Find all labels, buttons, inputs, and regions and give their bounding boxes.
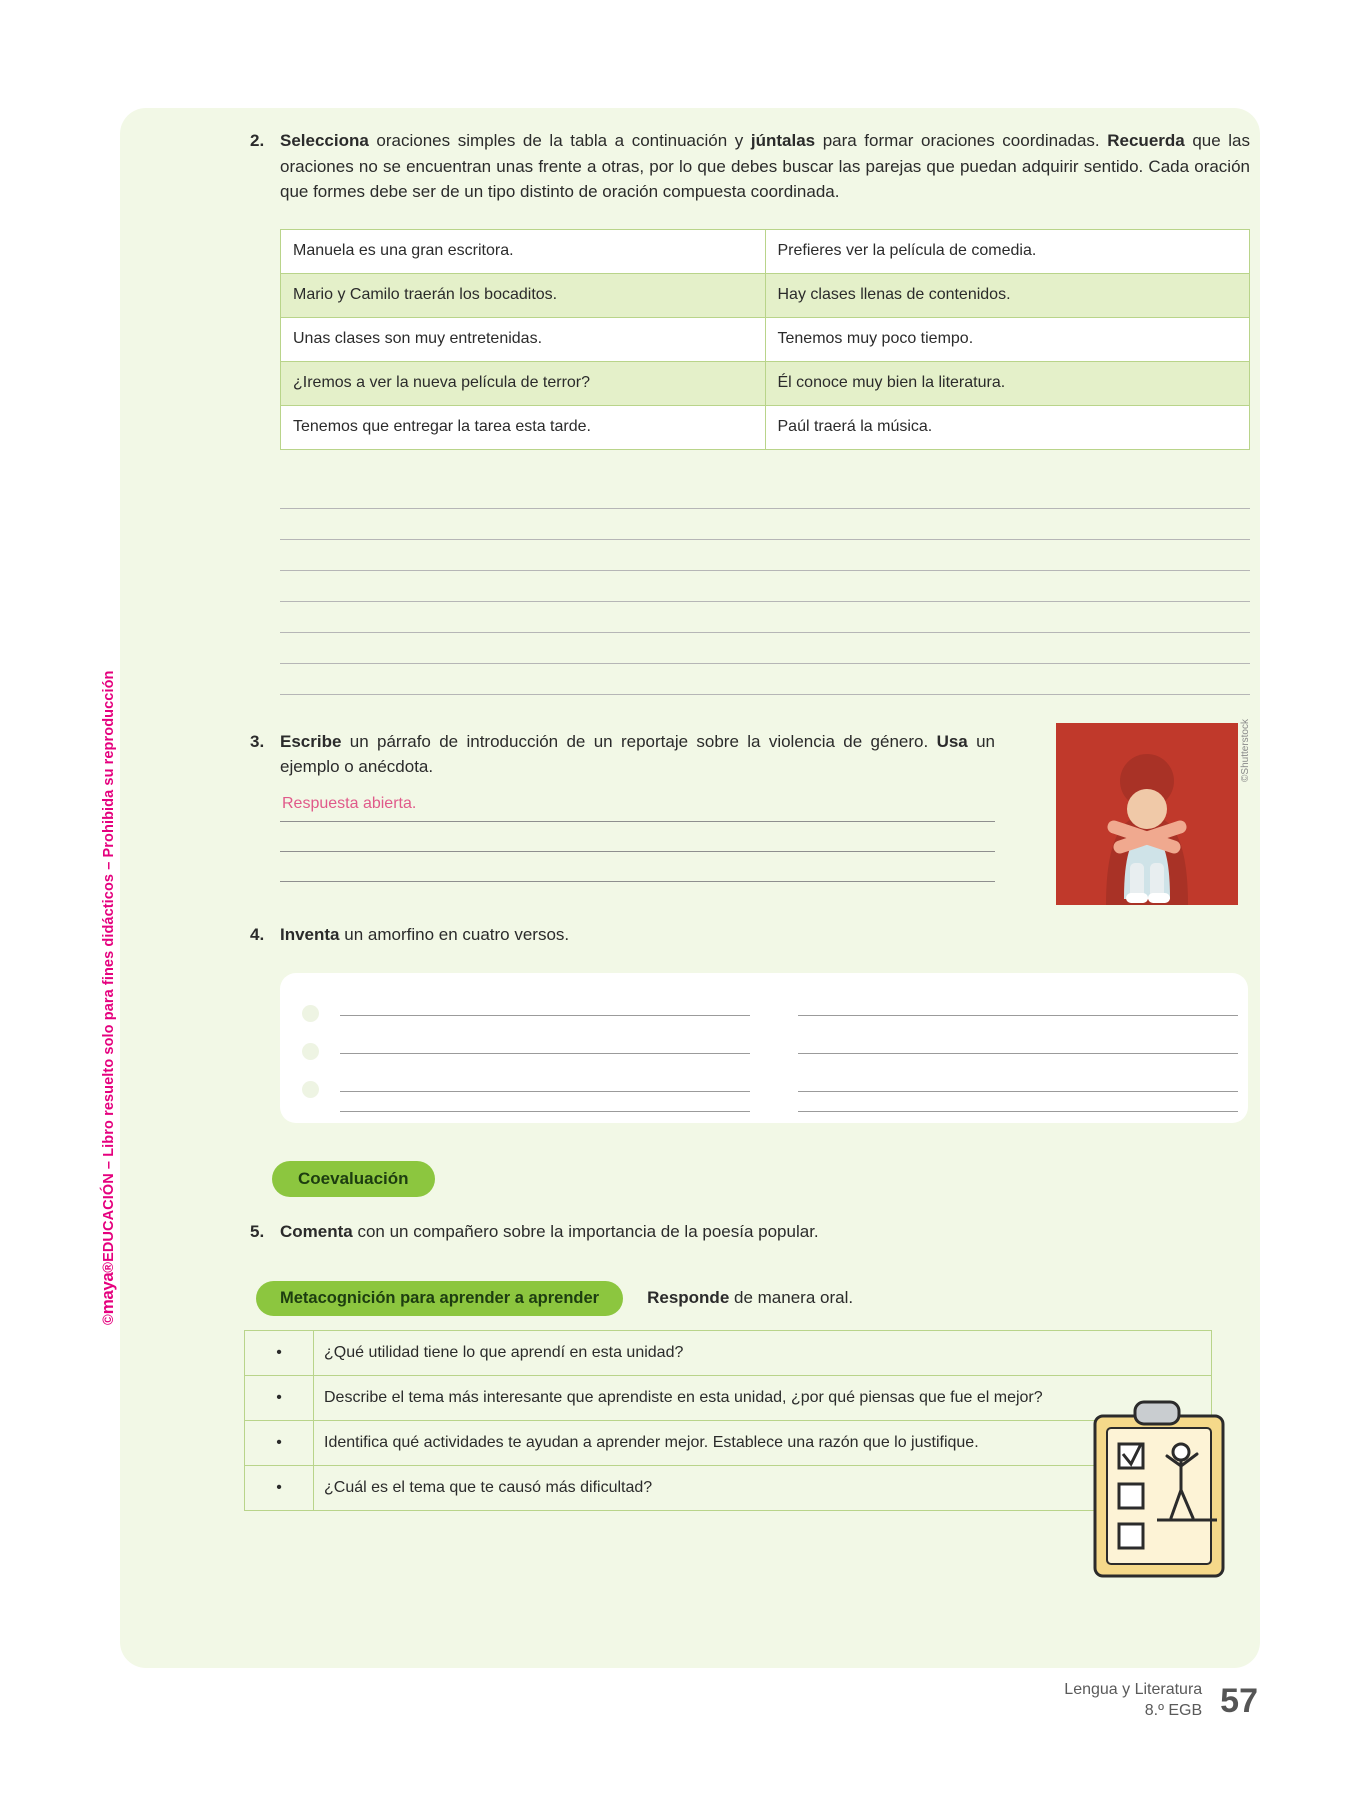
- table-cell-right: Prefieres ver la película de comedia.: [765, 229, 1250, 273]
- clipboard-illustration: [1077, 1394, 1252, 1594]
- answer-line[interactable]: [280, 852, 995, 882]
- exercise-3: [250, 718, 1251, 882]
- brand-maya: maya: [98, 1272, 117, 1315]
- bullet-icon: •: [245, 1330, 314, 1375]
- ex5-text-1: con un compañero sobre la importancia de la poesía popular.: [352, 1222, 819, 1241]
- meta-bold-1: Responde: [647, 1288, 730, 1307]
- answer-line[interactable]: [280, 822, 995, 852]
- answer-line[interactable]: [280, 633, 1250, 664]
- violence-awareness-photo: [1056, 718, 1251, 905]
- registered-symbol: ®: [101, 1261, 117, 1273]
- table-cell-left: Unas clases son muy entretenidas.: [281, 317, 766, 361]
- ex2-text-1: oraciones simples de la tabla a continuación y: [368, 131, 751, 150]
- ex2-text-2: para formar oraciones coordinadas.: [815, 131, 1108, 150]
- exercise-3-answer-lines[interactable]: [280, 792, 995, 882]
- table-cell-right: Él conoce muy bien la literatura.: [765, 361, 1250, 405]
- list-item: [245, 1420, 1212, 1465]
- answer-line[interactable]: [280, 509, 1250, 540]
- answer-line[interactable]: [280, 478, 1250, 509]
- exercise-2-number: 2.: [250, 131, 265, 150]
- table-row: [281, 405, 1250, 449]
- verse-line[interactable]: [798, 1015, 1238, 1016]
- table-cell-left: ¿Iremos a ver la nueva película de terror?: [281, 361, 766, 405]
- metacognicion-header: [256, 1281, 1250, 1316]
- ex3-bold-2: Usa: [936, 731, 968, 751]
- exercise-4: [250, 922, 1250, 948]
- photo-illustration: [1056, 723, 1238, 905]
- exercise-5-instruction: [280, 1219, 1250, 1245]
- table-row: [281, 317, 1250, 361]
- ex4-bold-1: Inventa: [280, 924, 340, 944]
- verse-line[interactable]: [798, 1111, 1238, 1112]
- verse-bullet-icon: [302, 1081, 319, 1098]
- exercise-5: [250, 1219, 1250, 1245]
- verse-line[interactable]: [340, 1091, 750, 1092]
- footer-subject-block: [1064, 1680, 1202, 1722]
- ex3-text-1: un párrafo de introducción de un reportaje sobre la violencia de género.: [341, 731, 937, 751]
- exercise-2: [250, 128, 1250, 205]
- exercise-3-instruction: [280, 729, 995, 780]
- ex2-text-3: que las oraciones no se encuentran unas frente a otras, por lo que debes buscar las parejas que puedan adquirir sentido. Cada oración que formes debe ser de un tipo distinto de oración compuesta coordinada.: [280, 131, 1251, 201]
- answer-text: Respuesta abierta.: [282, 794, 417, 812]
- metacognicion-table: [244, 1330, 1212, 1511]
- copyright-symbol: ©: [101, 1314, 117, 1325]
- metacognicion-question: ¿Cuál es el tema que te causó más dificultad?: [314, 1465, 1212, 1510]
- exercise-3-heading: [250, 729, 995, 780]
- table-row: [281, 229, 1250, 273]
- table-cell-right: Tenemos muy poco tiempo.: [765, 317, 1250, 361]
- bullet-icon: •: [245, 1465, 314, 1510]
- exercise-4-number: 4.: [250, 924, 265, 944]
- table-cell-left: Tenemos que entregar la tarea esta tarde.: [281, 405, 766, 449]
- page-content: [250, 128, 1250, 1511]
- verse-bullet-icon: [302, 1043, 319, 1060]
- meta-text-1: de manera oral.: [729, 1288, 854, 1307]
- table-cell-left: Manuela es una gran escritora.: [281, 229, 766, 273]
- table-row: [281, 273, 1250, 317]
- ex2-bold-3: Recuerda: [1107, 131, 1185, 150]
- exercise-3-number: 3.: [250, 731, 265, 751]
- metacognicion-badge: Metacognición para aprender a aprender: [256, 1281, 623, 1316]
- bullet-icon: •: [245, 1375, 314, 1420]
- ex4-text-1: un amorfino en cuatro versos.: [339, 924, 570, 944]
- metacognicion-question: ¿Qué utilidad tiene lo que aprendí en esta unidad?: [314, 1330, 1212, 1375]
- answer-line[interactable]: [280, 602, 1250, 633]
- coevaluacion-section: [272, 1161, 1250, 1197]
- exercise-5-number: 5.: [250, 1222, 265, 1241]
- ex3-text-2: un ejemplo o anécdota.: [280, 731, 995, 776]
- ex3-bold-1: Escribe: [280, 731, 342, 751]
- copyright-line: EDUCACIÓN – Libro resuelto solo para fines didácticos – Prohibida su reproducción: [101, 670, 117, 1262]
- sentences-table: [280, 229, 1250, 450]
- table-cell-right: Hay clases llenas de contenidos.: [765, 273, 1250, 317]
- ex5-bold-1: Comenta: [280, 1222, 353, 1241]
- metacognicion-question: Describe el tema más interesante que aprendiste en esta unidad, ¿por qué piensas que fue el mejor?: [314, 1375, 1212, 1420]
- list-item: [245, 1465, 1212, 1510]
- exercise-2-instruction: [280, 128, 1250, 205]
- answer-line[interactable]: [280, 571, 1250, 602]
- footer-subject: Lengua y Literatura: [1064, 1681, 1203, 1699]
- verse-line[interactable]: [340, 1053, 750, 1054]
- answer-line[interactable]: [280, 540, 1250, 571]
- page-body: [120, 108, 1260, 1668]
- list-item: [245, 1330, 1212, 1375]
- ex2-bold-1: Selecciona: [280, 131, 369, 150]
- footer-grade: 8.º EGB: [1144, 1702, 1203, 1720]
- metacognicion-question: Identifica qué actividades te ayudan a aprender mejor. Establece una razón que lo justifique.: [314, 1420, 1212, 1465]
- verse-line[interactable]: [340, 1111, 750, 1112]
- copyright-side-strip: [78, 480, 117, 1330]
- ex2-bold-2: júntalas: [750, 131, 816, 150]
- page-number: 57: [1220, 1681, 1258, 1720]
- coevaluacion-badge: Coevaluación: [272, 1161, 435, 1197]
- exercise-2-answer-lines[interactable]: [280, 478, 1250, 695]
- metacognicion-instruction: [647, 1288, 853, 1308]
- verse-line[interactable]: [798, 1091, 1238, 1092]
- verse-bullet-icon: [302, 1005, 319, 1022]
- page-footer: [1064, 1680, 1258, 1722]
- table-row: [281, 361, 1250, 405]
- bullet-icon: •: [245, 1420, 314, 1465]
- table-cell-right: Paúl traerá la música.: [765, 405, 1250, 449]
- answer-line[interactable]: [280, 664, 1250, 695]
- clipboard-icon: [1077, 1394, 1252, 1594]
- verse-line[interactable]: [798, 1053, 1238, 1054]
- exercise-4-instruction: [280, 922, 1250, 948]
- image-credit: ©Shutterstock: [1240, 718, 1251, 782]
- copyright-text: [98, 670, 118, 1325]
- table-cell-left: Mario y Camilo traerán los bocaditos.: [281, 273, 766, 317]
- list-item: [245, 1375, 1212, 1420]
- answer-line-filled[interactable]: [280, 792, 995, 822]
- verse-line[interactable]: [340, 1015, 750, 1016]
- verse-answer-box[interactable]: [280, 973, 1248, 1123]
